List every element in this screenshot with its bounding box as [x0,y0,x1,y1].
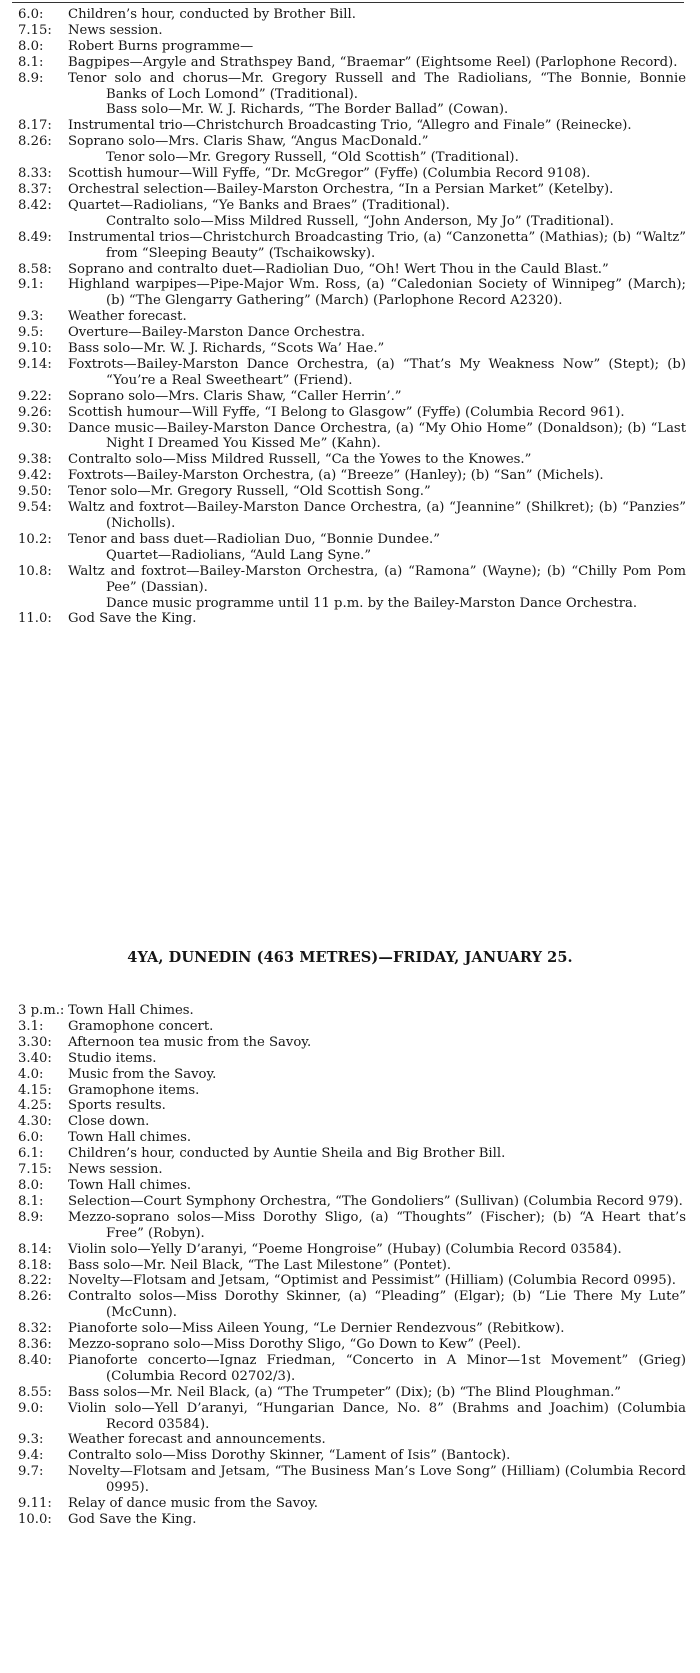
programme-item [18,1083,686,1099]
item-time: 9.14: [18,356,52,372]
item-description: Mezzo-soprano solos—Miss Dorothy Sligo, (a) “Thoughts” (Fischer); (b) “A Heart that’s Free” (Robyn). [68,1209,686,1241]
top-rule [12,2,684,3]
programme-item [18,198,686,214]
item-description: Studio items. [68,1050,157,1066]
station-heading: 4YA, DUNEDIN (463 METRES)—FRIDAY, JANUARY 25. [127,949,573,966]
item-time: 6.1: [18,1146,44,1162]
programme-item [18,1146,686,1162]
programme-item [18,7,686,23]
item-time: 10.8: [18,563,52,579]
programme-item [18,548,686,564]
programme-dunedin [18,1003,686,1528]
item-time: 8.32: [18,1321,52,1337]
item-time: 8.37: [18,181,52,197]
item-description: Violin solo—Yell D’aranyi, “Hungarian Dance, No. 8” (Brahms and Joachim) (Columbia Record 03584). [68,1400,686,1432]
item-time: 9.42: [18,468,52,484]
item-time: 8.36: [18,1337,52,1353]
item-time: 9.3: [18,309,44,325]
item-time: 9.38: [18,452,52,468]
programme-item [18,1464,686,1496]
programme-item [18,1512,686,1528]
programme-item [18,262,686,278]
programme-item [18,118,686,134]
item-description: Dance music—Bailey-Marston Dance Orchestra, (a) “My Ohio Home” (Donaldson); (b) “Last Night I Dreamed You Kissed Me” (Kahn). [68,420,686,452]
programme-item [18,421,686,453]
item-description: Selection—Court Symphony Orchestra, “The Gondoliers” (Sullivan) (Columbia Record 979). [68,1193,683,1209]
programme-item [18,1353,686,1385]
item-time: 8.33: [18,166,52,182]
programme-item [18,1162,686,1178]
programme-item [18,1019,686,1035]
programme-item [18,1003,686,1019]
programme-item [18,1448,686,1464]
programme-item [18,1401,686,1433]
item-time: 3 p.m.: [18,1003,65,1018]
item-time: 4.30: [18,1114,52,1130]
programme-item [18,23,686,39]
programme-item [18,1178,686,1194]
programme-item [18,1194,686,1210]
item-description: Music from the Savoy. [68,1066,217,1082]
item-description: Mezzo-soprano solo—Miss Dorothy Sligo, “Go Down to Kew” (Peel). [68,1337,521,1353]
item-description: Children’s hour, conducted by Auntie Sheila and Big Brother Bill. [68,1146,506,1162]
programme-item [18,1337,686,1353]
item-description: Quartet—Radiolians, “Auld Lang Syne.” [106,547,372,563]
item-description: God Save the King. [68,611,197,627]
programme-item [18,1098,686,1114]
item-description: Instrumental trios—Christchurch Broadcasting Trio, (a) “Canzonetta” (Mathias); (b) “Waltz” from “Sleeping Beauty” (Tschaikowsky). [68,229,686,261]
item-description: Children’s hour, conducted by Brother Bill. [68,7,356,22]
item-description: Waltz and foxtrot—Bailey-Marston Dance Orchestra, (a) “Jeannine” (Shilkret); (b) “Panzies” (Nicholls). [68,500,686,531]
item-description: Dance music programme until 11 p.m. by the Bailey-Marston Dance Orchestra. [106,595,638,611]
item-description: Contralto solo—Miss Mildred Russell, “John Anderson, My Jo” (Traditional). [106,213,614,229]
item-time: 9.0: [18,1400,44,1416]
programme-item [18,484,686,500]
item-time: 11.0: [18,611,52,627]
programme-item [18,564,686,596]
item-description: Scottish humour—Will Fyffe, “I Belong to Glasgow” (Fyffe) (Columbia Record 961). [68,404,625,420]
item-time: 8.22: [18,1273,52,1289]
item-description: Soprano solo—Mrs. Claris Shaw, “Caller Herrin’.” [68,388,402,404]
programme-item [18,102,686,118]
programme-item [18,1432,686,1448]
programme-item [18,1385,686,1401]
item-time: 4.25: [18,1098,52,1114]
item-description: Scottish humour—Will Fyffe, “Dr. McGregor” (Fyffe) (Columbia Record 9108). [68,166,591,182]
item-description: Bagpipes—Argyle and Strathspey Band, “Braemar” (Eightsome Reel) (Parlophone Record). [68,54,678,70]
item-time: 9.5: [18,325,44,341]
item-description: Relay of dance music from the Savoy. [68,1496,318,1512]
programme-item [18,230,686,262]
programme-item [18,1210,686,1242]
item-description: Instrumental trio—Christchurch Broadcasting Trio, “Allegro and Finale” (Reinecke). [68,118,632,134]
programme-item [18,357,686,389]
item-description: Contralto solo—Miss Mildred Russell, “Ca the Yowes to the Knowes.” [68,452,532,468]
item-description: Town Hall Chimes. [68,1003,194,1018]
item-time: 3.30: [18,1034,52,1050]
item-time: 9.54: [18,500,52,516]
item-time: 10.2: [18,531,52,547]
programme-item [18,1258,686,1274]
programme-item [18,182,686,198]
item-description: Overture—Bailey-Marston Dance Orchestra. [68,325,366,341]
programme-item [18,1242,686,1258]
item-time: 8.14: [18,1241,52,1257]
item-description: Weather forecast and announcements. [68,1432,326,1448]
programme-item [18,596,686,612]
item-time: 8.0: [18,1177,44,1193]
item-description: Foxtrots—Bailey-Marston Dance Orchestra, (a) “That’s My Weakness Now” (Stept); (b) “You’re a Real Sweetheart” (Friend). [68,356,686,388]
programme-item [18,1273,686,1289]
programme-item [18,500,686,532]
programme-item [18,309,686,325]
item-time: 8.9: [18,1209,44,1225]
item-description: Bass solo—Mr. W. J. Richards, “The Border Ballad” (Cowan). [106,102,509,118]
programme-item [18,1289,686,1321]
item-description: Tenor solo—Mr. Gregory Russell, “Old Scottish Song.” [68,484,431,500]
item-time: 6.0: [18,7,44,22]
programme-item [18,55,686,71]
programme-item [18,39,686,55]
item-time: 9.1: [18,277,44,293]
item-time: 9.30: [18,420,52,436]
item-description: Gramophone items. [68,1082,200,1098]
programme-item [18,1130,686,1146]
item-description: Bass solo—Mr. W. J. Richards, “Scots Wa’ Hae.” [68,341,385,357]
item-time: 8.42: [18,197,52,213]
item-time: 9.7: [18,1464,44,1480]
programme-item [18,1321,686,1337]
item-description: Novelty—Flotsam and Jetsam, “The Business Man’s Love Song” (Hilliam) (Columbia Record 0995). [68,1464,686,1496]
item-description: Foxtrots—Bailey-Marston Orchestra, (a) “Breeze” (Hanley); (b) “San” (Michels). [68,468,604,484]
item-description: Highland warpipes—Pipe-Major Wm. Ross, (a) “Caledonian Society of Winnipeg” (March); (b) “The Glengarry Gathering” (March) (Parlophone Record A2320). [68,277,686,309]
item-description: Robert Burns programme— [68,38,254,54]
item-time: 9.4: [18,1448,44,1464]
programme-item [18,1496,686,1512]
programme-item [18,532,686,548]
item-description: Gramophone concert. [68,1018,214,1034]
item-description: Tenor and bass duet—Radiolian Duo, “Bonnie Dundee.” [68,531,440,547]
item-time: 8.0: [18,38,44,54]
item-time: 10.0: [18,1512,52,1527]
item-description: Weather forecast. [68,309,187,325]
item-description: Bass solo—Mr. Neil Black, “The Last Milestone” (Pontet). [68,1257,452,1273]
programme-item [18,166,686,182]
programme-item [18,1051,686,1067]
item-time: 3.40: [18,1050,52,1066]
item-time: 9.26: [18,404,52,420]
programme-item [18,389,686,405]
item-description: Town Hall chimes. [68,1130,192,1146]
item-time: 9.22: [18,388,52,404]
item-time: 8.17: [18,118,52,134]
item-time: 8.58: [18,261,52,277]
programme-item [18,150,686,166]
item-time: 9.10: [18,341,52,357]
item-time: 9.11: [18,1496,52,1512]
item-description: Novelty—Flotsam and Jetsam, “Optimist and Pessimist” (Hilliam) (Columbia Record 0995). [68,1273,676,1289]
item-time: 8.9: [18,70,44,86]
item-description: God Save the King. [68,1512,197,1527]
item-description: News session. [68,22,163,38]
programme-item [18,325,686,341]
item-time: 8.1: [18,1193,44,1209]
item-time: 8.40: [18,1352,52,1368]
item-description: Waltz and foxtrot—Bailey-Marston Orchestra, (a) “Ramona” (Wayne); (b) “Chilly Pom Pom Pee” (Dassian). [68,563,686,595]
programme-item [18,1067,686,1083]
programme-item [18,71,686,103]
item-description: Afternoon tea music from the Savoy. [68,1034,312,1050]
item-time: 8.26: [18,1289,52,1305]
item-description: Tenor solo and chorus—Mr. Gregory Russell and The Radiolians, “The Bonnie, Bonnie Banks of Loch Lomond” (Traditional). [68,70,686,102]
item-description: Sports results. [68,1098,166,1114]
item-time: 7.15: [18,1162,52,1178]
item-time: 4.15: [18,1082,52,1098]
item-time: 9.3: [18,1432,44,1448]
programme-item [18,405,686,421]
programme-item [18,611,686,627]
item-description: Contralto solos—Miss Dorothy Skinner, (a) “Pleading” (Elgar); (b) “Lie There My Lute” (McCunn). [68,1289,686,1321]
item-time: 6.0: [18,1130,44,1146]
programme-christchurch [18,7,686,627]
programme-item [18,1035,686,1051]
programme-item [18,277,686,309]
item-time: 8.55: [18,1384,52,1400]
item-time: 8.49: [18,229,52,245]
item-description: Contralto solo—Miss Dorothy Skinner, “Lament of Isis” (Bantock). [68,1448,511,1464]
programme-item [18,134,686,150]
item-description: Soprano and contralto duet—Radiolian Duo, “Oh! Wert Thou in the Cauld Blast.” [68,261,609,277]
item-description: Orchestral selection—Bailey-Marston Orchestra, “In a Persian Market” (Ketelby). [68,181,614,197]
item-description: Violin solo—Yelly D’aranyi, “Poeme Hongroise” (Hubay) (Columbia Record 03584). [68,1241,622,1257]
item-time: 7.15: [18,22,52,38]
programme-item [18,468,686,484]
item-description: Pianoforte concerto—Ignaz Friedman, “Concerto in A Minor—1st Movement” (Grieg) (Columbia Record 02702/3). [68,1352,686,1384]
item-time: 8.26: [18,134,52,150]
item-time: 9.50: [18,484,52,500]
item-description: Tenor solo—Mr. Gregory Russell, “Old Scottish” (Traditional). [106,150,519,166]
item-description: Quartet—Radiolians, “Ye Banks and Braes” (Traditional). [68,197,450,213]
item-description: Soprano solo—Mrs. Claris Shaw, “Angus MacDonald.” [68,134,429,150]
programme-item [18,1114,686,1130]
item-description: Bass solos—Mr. Neil Black, (a) “The Trumpeter” (Dix); (b) “The Blind Ploughman.” [68,1384,622,1400]
programme-item [18,341,686,357]
item-time: 3.1: [18,1018,44,1034]
item-time: 4.0: [18,1066,44,1082]
item-description: News session. [68,1162,163,1178]
item-description: Pianoforte solo—Miss Aileen Young, “Le Dernier Rendezvous” (Rebitkow). [68,1321,565,1337]
item-description: Close down. [68,1114,150,1130]
programme-item [18,214,686,230]
programme-item [18,452,686,468]
item-description: Town Hall chimes. [68,1177,192,1193]
item-time: 8.18: [18,1257,52,1273]
item-time: 8.1: [18,54,44,70]
